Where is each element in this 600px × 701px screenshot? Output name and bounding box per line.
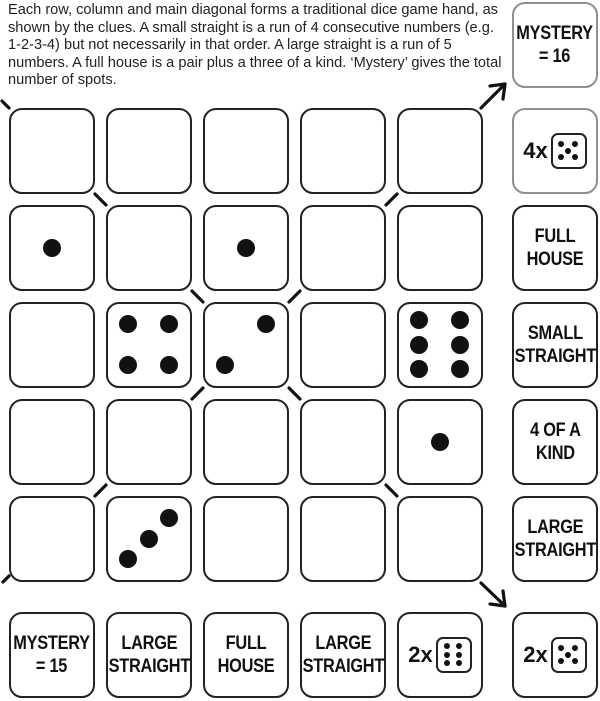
- column-clue-2-label: LARGE STRAIGHT: [108, 633, 190, 677]
- anti-diagonal-clue: [512, 2, 598, 88]
- grid-cell-r4c4[interactable]: [300, 399, 386, 485]
- die-pip: [572, 154, 578, 160]
- grid-cell-r1c5[interactable]: [397, 108, 483, 194]
- column-clue-5-multiplier: [408, 637, 471, 673]
- die-pip: [119, 356, 137, 374]
- die-pip: [456, 643, 462, 649]
- die-pip: [558, 658, 564, 664]
- die-pip: [410, 360, 428, 378]
- die-pip: [160, 315, 178, 333]
- die-pip: [237, 239, 255, 257]
- grid-cell-r5c5[interactable]: [397, 496, 483, 582]
- anti-diagonal-clue-label: MYSTERY = 16: [516, 23, 594, 67]
- row-clue-2-label: FULL HOUSE: [526, 226, 584, 270]
- main-diagonal-arrow-line: [481, 583, 505, 606]
- grid-cell-r1c3[interactable]: [203, 108, 289, 194]
- die-pip: [216, 356, 234, 374]
- die-pip: [572, 645, 578, 651]
- die-pip: [572, 658, 578, 664]
- row-clue-1-multiplier: [523, 133, 586, 169]
- column-clue-2: [106, 612, 192, 698]
- die-pip: [444, 660, 450, 666]
- column-clue-5-count: 2x: [408, 642, 433, 667]
- grid-cell-r2c2[interactable]: [106, 205, 192, 291]
- die-pip: [558, 154, 564, 160]
- row-clue-5-label: LARGE STRAIGHT: [514, 517, 596, 561]
- anti-diagonal-line: [3, 576, 9, 582]
- row-clue-3-label: SMALL STRAIGHT: [514, 323, 596, 367]
- die-pip: [119, 550, 137, 568]
- die-pip: [451, 311, 469, 329]
- column-clue-1: [9, 612, 95, 698]
- die-pip: [119, 315, 137, 333]
- row-clue-4: [512, 399, 598, 485]
- grid-cell-r2c1[interactable]: [9, 205, 95, 291]
- grid-cell-r2c3[interactable]: [203, 205, 289, 291]
- die-pip: [558, 141, 564, 147]
- main-diagonal-clue-multiplier: [523, 637, 586, 673]
- die-pip: [451, 336, 469, 354]
- die-pip: [160, 509, 178, 527]
- grid-cell-r3c4[interactable]: [300, 302, 386, 388]
- die-pip: [572, 141, 578, 147]
- die-pip: [431, 433, 449, 451]
- grid-cell-r4c5[interactable]: [397, 399, 483, 485]
- main-diagonal-clue: [512, 612, 598, 698]
- grid-cell-r3c2[interactable]: [106, 302, 192, 388]
- main-diagonal-line: [95, 194, 106, 205]
- grid-cell-r1c2[interactable]: [106, 108, 192, 194]
- column-clue-4-label: LARGE STRAIGHT: [302, 633, 384, 677]
- anti-diagonal-line: [386, 194, 397, 205]
- row-clue-4-label: 4 OF A KIND: [529, 420, 581, 464]
- row-clue-1: [512, 108, 598, 194]
- column-clue-3: [203, 612, 289, 698]
- grid-cell-r5c3[interactable]: [203, 496, 289, 582]
- die-pip: [444, 652, 450, 658]
- main-diagonal-line: [386, 485, 397, 496]
- main-diagonal-line: [289, 388, 300, 399]
- die-pip: [160, 356, 178, 374]
- row-clue-1-count: 4x: [523, 138, 548, 163]
- die-pip: [451, 360, 469, 378]
- column-clue-3-label: FULL HOUSE: [217, 633, 275, 677]
- column-clue-5: [397, 612, 483, 698]
- anti-diagonal-line: [289, 291, 300, 302]
- die-pip: [456, 652, 462, 658]
- grid-cell-r5c2[interactable]: [106, 496, 192, 582]
- die-pip: [257, 315, 275, 333]
- row-clue-5: [512, 496, 598, 582]
- die-pip: [410, 336, 428, 354]
- die-pip: [43, 239, 61, 257]
- grid-cell-r3c1[interactable]: [9, 302, 95, 388]
- die-face-icon: [551, 133, 587, 169]
- grid-cell-r4c3[interactable]: [203, 399, 289, 485]
- instructions-text: Each row, column and main diagonal forms a traditional dice game hand, as shown by the clues. A small straight is a run of 4 consecutive numbers (e.g. 1-2-3-4) but not necessarily in that order. A large straight is a run of 5 numbers. A full house is a pair plus a three of a kind. ‘Mystery’ gives the total number of spots.: [8, 2, 502, 88]
- row-clue-2: [512, 205, 598, 291]
- main-diagonal-line: [192, 291, 203, 302]
- main-diagonal-line: [2, 101, 9, 108]
- die-pip: [140, 530, 158, 548]
- grid-cell-r1c4[interactable]: [300, 108, 386, 194]
- grid-cell-r3c3[interactable]: [203, 302, 289, 388]
- grid-cell-r2c5[interactable]: [397, 205, 483, 291]
- grid-cell-r2c4[interactable]: [300, 205, 386, 291]
- die-pip: [565, 148, 571, 154]
- die-pip: [456, 660, 462, 666]
- die-face-icon: [551, 637, 587, 673]
- die-pip: [565, 652, 571, 658]
- die-pip: [444, 643, 450, 649]
- grid-cell-r5c4[interactable]: [300, 496, 386, 582]
- anti-diagonal-arrow-line: [481, 84, 505, 108]
- grid-cell-r1c1[interactable]: [9, 108, 95, 194]
- anti-diagonal-line: [192, 388, 203, 399]
- grid-cell-r4c2[interactable]: [106, 399, 192, 485]
- column-clue-4: [300, 612, 386, 698]
- grid-cell-r4c1[interactable]: [9, 399, 95, 485]
- die-pip: [410, 311, 428, 329]
- grid-cell-r5c1[interactable]: [9, 496, 95, 582]
- row-clue-3: [512, 302, 598, 388]
- column-clue-1-label: MYSTERY = 15: [13, 633, 91, 677]
- die-face-icon: [436, 637, 472, 673]
- main-diagonal-clue-count: 2x: [523, 642, 548, 667]
- die-pip: [558, 645, 564, 651]
- anti-diagonal-line: [95, 485, 106, 496]
- grid-cell-r3c5[interactable]: [397, 302, 483, 388]
